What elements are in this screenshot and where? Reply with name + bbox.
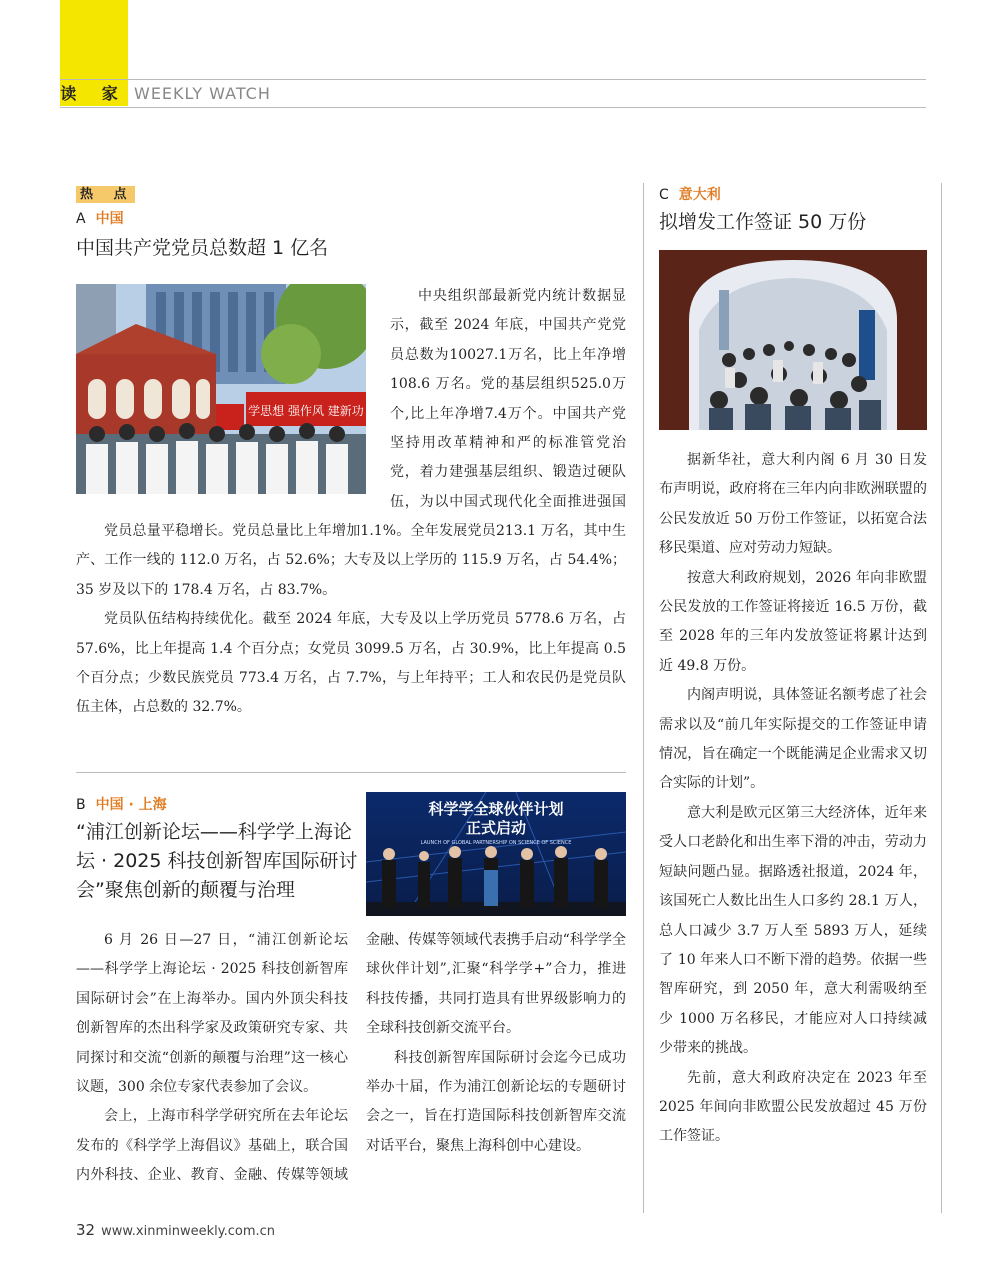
article-c-paragraph-4: 意大利是欧元区第三大经济体，近年来受人口老龄化和出生率下滑的冲击，劳动力短缺问题凸显。据路透社报道，2024 年，该国死亡人数比出生人口多约 28.1 万人，总人口减少 3.7 万人至 5893 万人，延续了 10 年来人口不断下滑的趋势。依据一些智库研究，到 2050 年，意大利需吸纳至少 1000 万名移民，才能应对人口持续减少带来的挑战。 xyxy=(659,804,927,1057)
article-c-paragraph-1: 据新华社，意大利内阁 6 月 30 日发布声明说，政府将在三年内向非欧洲联盟的公民发放近 50 万份工作签证，以拓宽合法移民渠道、应对劳动力短缺。 xyxy=(659,452,927,557)
article-b-paragraph-3: 科技创新智库国际研讨会迄今已成功举办十届，作为浦江创新论坛的专题研讨会之一，旨在打造国际科技创新智库交流对话平台，聚焦上海科创中心建设。 xyxy=(366,1049,626,1154)
oath-ceremony-illustration xyxy=(76,284,366,494)
article-b-paragraph-1: 6 月 26 日—27 日，“浦江创新论坛——科学学上海论坛 · 2025 科技创新智库国际研讨会”在上海举办。国内外顶尖科技创新智库的杰出科学家及政策研究专家、共同探讨和交流“创新的颠覆与治理”这一核心议题，300 余位专家代表参加了会议。 xyxy=(76,932,348,1096)
header-bottom-rule xyxy=(60,107,926,108)
stage-title-1: 科学学全球伙伴计划 xyxy=(428,800,564,818)
article-c-paragraph-2: 按意大利政府规划，2026 年向非欧盟公民发放的工作签证将接近 16.5 万份，截至 2028 年的三年内发放签证将累计达到近 49.8 万份。 xyxy=(659,569,927,674)
stage-caption-en: LAUNCH OF GLOBAL PARTNERSHIP ON SCIENCE OF SCIENCE xyxy=(420,840,572,846)
article-b-title: “浦江创新论坛——科学学上海论坛 · 2025 科技创新智库国际研讨会”聚焦创新的颠覆与治理 xyxy=(76,821,358,901)
article-a-text-wrap xyxy=(390,282,626,517)
column-label: 读 家 xyxy=(60,82,128,106)
column-divider-right xyxy=(941,183,942,1213)
article-b-col-1 xyxy=(76,926,348,1190)
column-subtitle: WEEKLY WATCH xyxy=(134,84,271,103)
header-accent-block xyxy=(60,0,128,82)
article-a-region: 中国 xyxy=(95,211,124,227)
article-divider xyxy=(76,772,626,773)
article-b-paragraph-2: 会上，上海市科学学研究所在去年论坛发布的《科学学上海倡议》基础上，联合国内外科技、企业、教育、金融、传媒等领域 xyxy=(76,1108,348,1184)
article-b-letter: B xyxy=(76,797,86,813)
article-b-photo xyxy=(366,792,626,916)
article-a-letter: A xyxy=(76,211,86,227)
page-footer xyxy=(76,1221,275,1239)
article-a-paragraph-3: 党员队伍结构持续优化。截至 2024 年底，大专及以上学历党员 5778.6 万名，占 57.6%，比上年提高 1.4 个百分点；女党员 3099.5 万名，占 30.9%，比上年提高 0.5 个百分点；少数民族党员 773.4 万名，占 7.7%，与上年持平；工人和农民仍是党员队伍主体，占总数的 32.7%。 xyxy=(76,611,626,716)
article-a-title: 中国共产党党员总数超 1 亿名 xyxy=(76,237,329,259)
stage-title-2: 正式启动 xyxy=(465,819,527,837)
site-url[interactable]: www.xinminweekly.com.cn xyxy=(101,1224,276,1239)
article-b-region: 中国 · 上海 xyxy=(95,797,167,813)
column-divider-left xyxy=(643,183,644,1213)
article-a-kicker xyxy=(76,208,124,228)
article-c-photo xyxy=(659,250,927,430)
article-a-paragraph-1: 中央组织部最新党内统计数据显示，截至 2024 年底，中国共产党党员总数为10027.1万名，比上年净增 108.6 万名。党的基层组织525.0万个,比上年净增7.4万个。中国共产党坚持用改革精神和严的标准管党治党，着力建强基层组织、锻造过硬队伍，为以中国式现代化全面推进强国 xyxy=(390,288,626,510)
masthead xyxy=(60,80,926,108)
article-c-text xyxy=(659,446,927,1152)
crowd-arch-illustration xyxy=(659,250,927,430)
article-c-paragraph-3: 内阁声明说，具体签证名额考虑了社会需求以及“前几年实际提交的工作签证申请情况，旨在确定一个既能满足企业需求又切合实际的计划”。 xyxy=(659,687,927,792)
launch-stage-illustration xyxy=(366,792,626,916)
article-c-letter: C xyxy=(659,187,669,203)
photo-banner-text: 学思想 强作风 建新功 xyxy=(248,404,364,418)
article-b-paragraph-2-cont: 金融、传媒等领域代表携手启动“科学学全球伙伴计划”,汇聚“科学学+”合力，推进科技传播，共同打造具有世界级影响力的全球科技创新交流平台。 xyxy=(366,932,626,1037)
section-tag: 热 点 xyxy=(76,186,135,203)
article-a-paragraph-2: 党员总量平稳增长。党员总量比上年增加1.1%。全年发展党员213.1 万名，其中生产、工作一线的 112.0 万名，占 52.6%；大专及以上学历的 115.9 万名，占 54.4%；35 岁及以下的 178.4 万名，占 83.7%。 xyxy=(76,523,626,598)
article-c-kicker xyxy=(659,184,721,204)
article-a-photo xyxy=(76,284,366,494)
page-number: 32 xyxy=(76,1221,96,1239)
article-c-region: 意大利 xyxy=(678,187,721,203)
article-c-paragraph-5: 先前，意大利政府决定在 2023 年至 2025 年间向非欧盟公民发放超过 45 万份工作签证。 xyxy=(659,1069,927,1145)
article-a-text-full xyxy=(76,517,626,723)
article-c-title: 拟增发工作签证 50 万份 xyxy=(659,211,867,233)
article-b-col-2 xyxy=(366,926,626,1161)
article-b-kicker xyxy=(76,794,167,814)
